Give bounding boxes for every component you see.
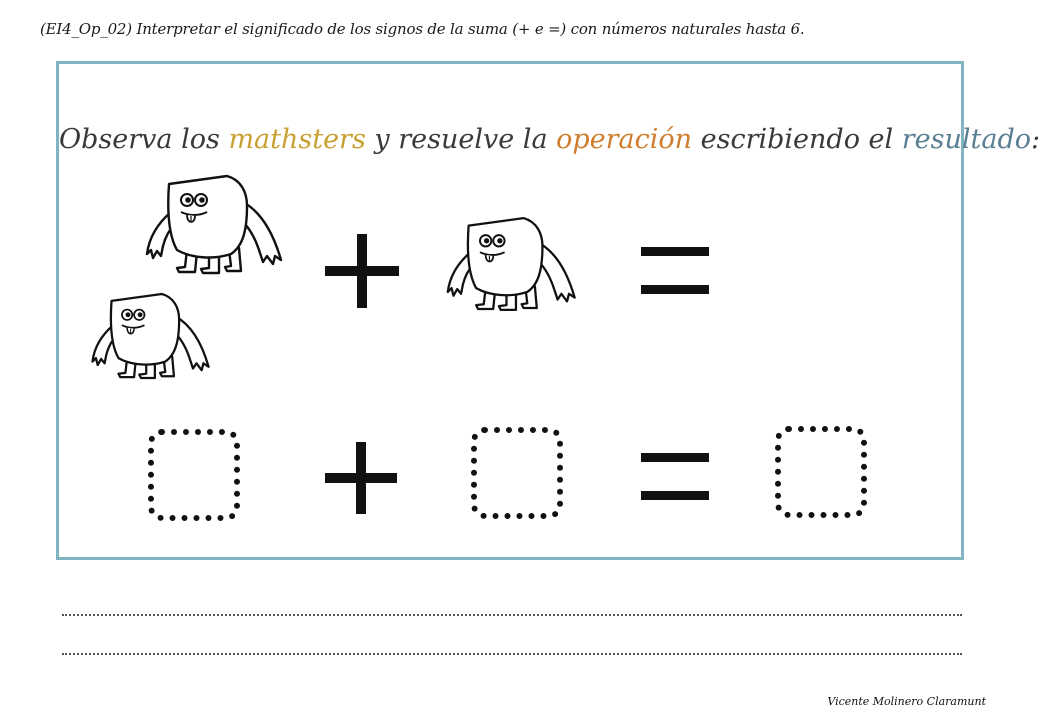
instruction-word-operacion: operación [556,124,693,155]
instruction-part-2: y resuelve la [365,124,557,155]
plus-sign-icon [325,234,399,308]
answer-box-result[interactable] [775,426,867,518]
instruction-word-resultado: resultado [901,124,1032,155]
answer-box-first-addend[interactable] [148,429,240,521]
answer-line[interactable] [62,614,962,616]
instruction-text [59,124,1040,155]
equals-sign-icon [641,247,709,295]
monster-icon [143,172,293,277]
monster-icon [89,290,219,382]
exercise-frame [56,61,1040,560]
objective-heading: (EI4_Op_02) Interpretar el significado de los signos de la suma (+ e =) con números naturales hasta 6. [40,20,805,38]
instruction-part-4: : [1031,124,1040,155]
instruction-part-1: Observa los [59,124,229,155]
plus-sign-icon [325,442,397,514]
answer-line[interactable] [62,653,962,655]
author-credit: Vicente Molinero Claramunt [827,695,986,708]
monster-icon [444,214,586,314]
instruction-part-3: escribiendo el [692,124,902,155]
equals-sign-icon [641,453,709,501]
answer-box-second-addend[interactable] [471,427,563,519]
instruction-word-mathsters: mathsters [228,124,366,155]
